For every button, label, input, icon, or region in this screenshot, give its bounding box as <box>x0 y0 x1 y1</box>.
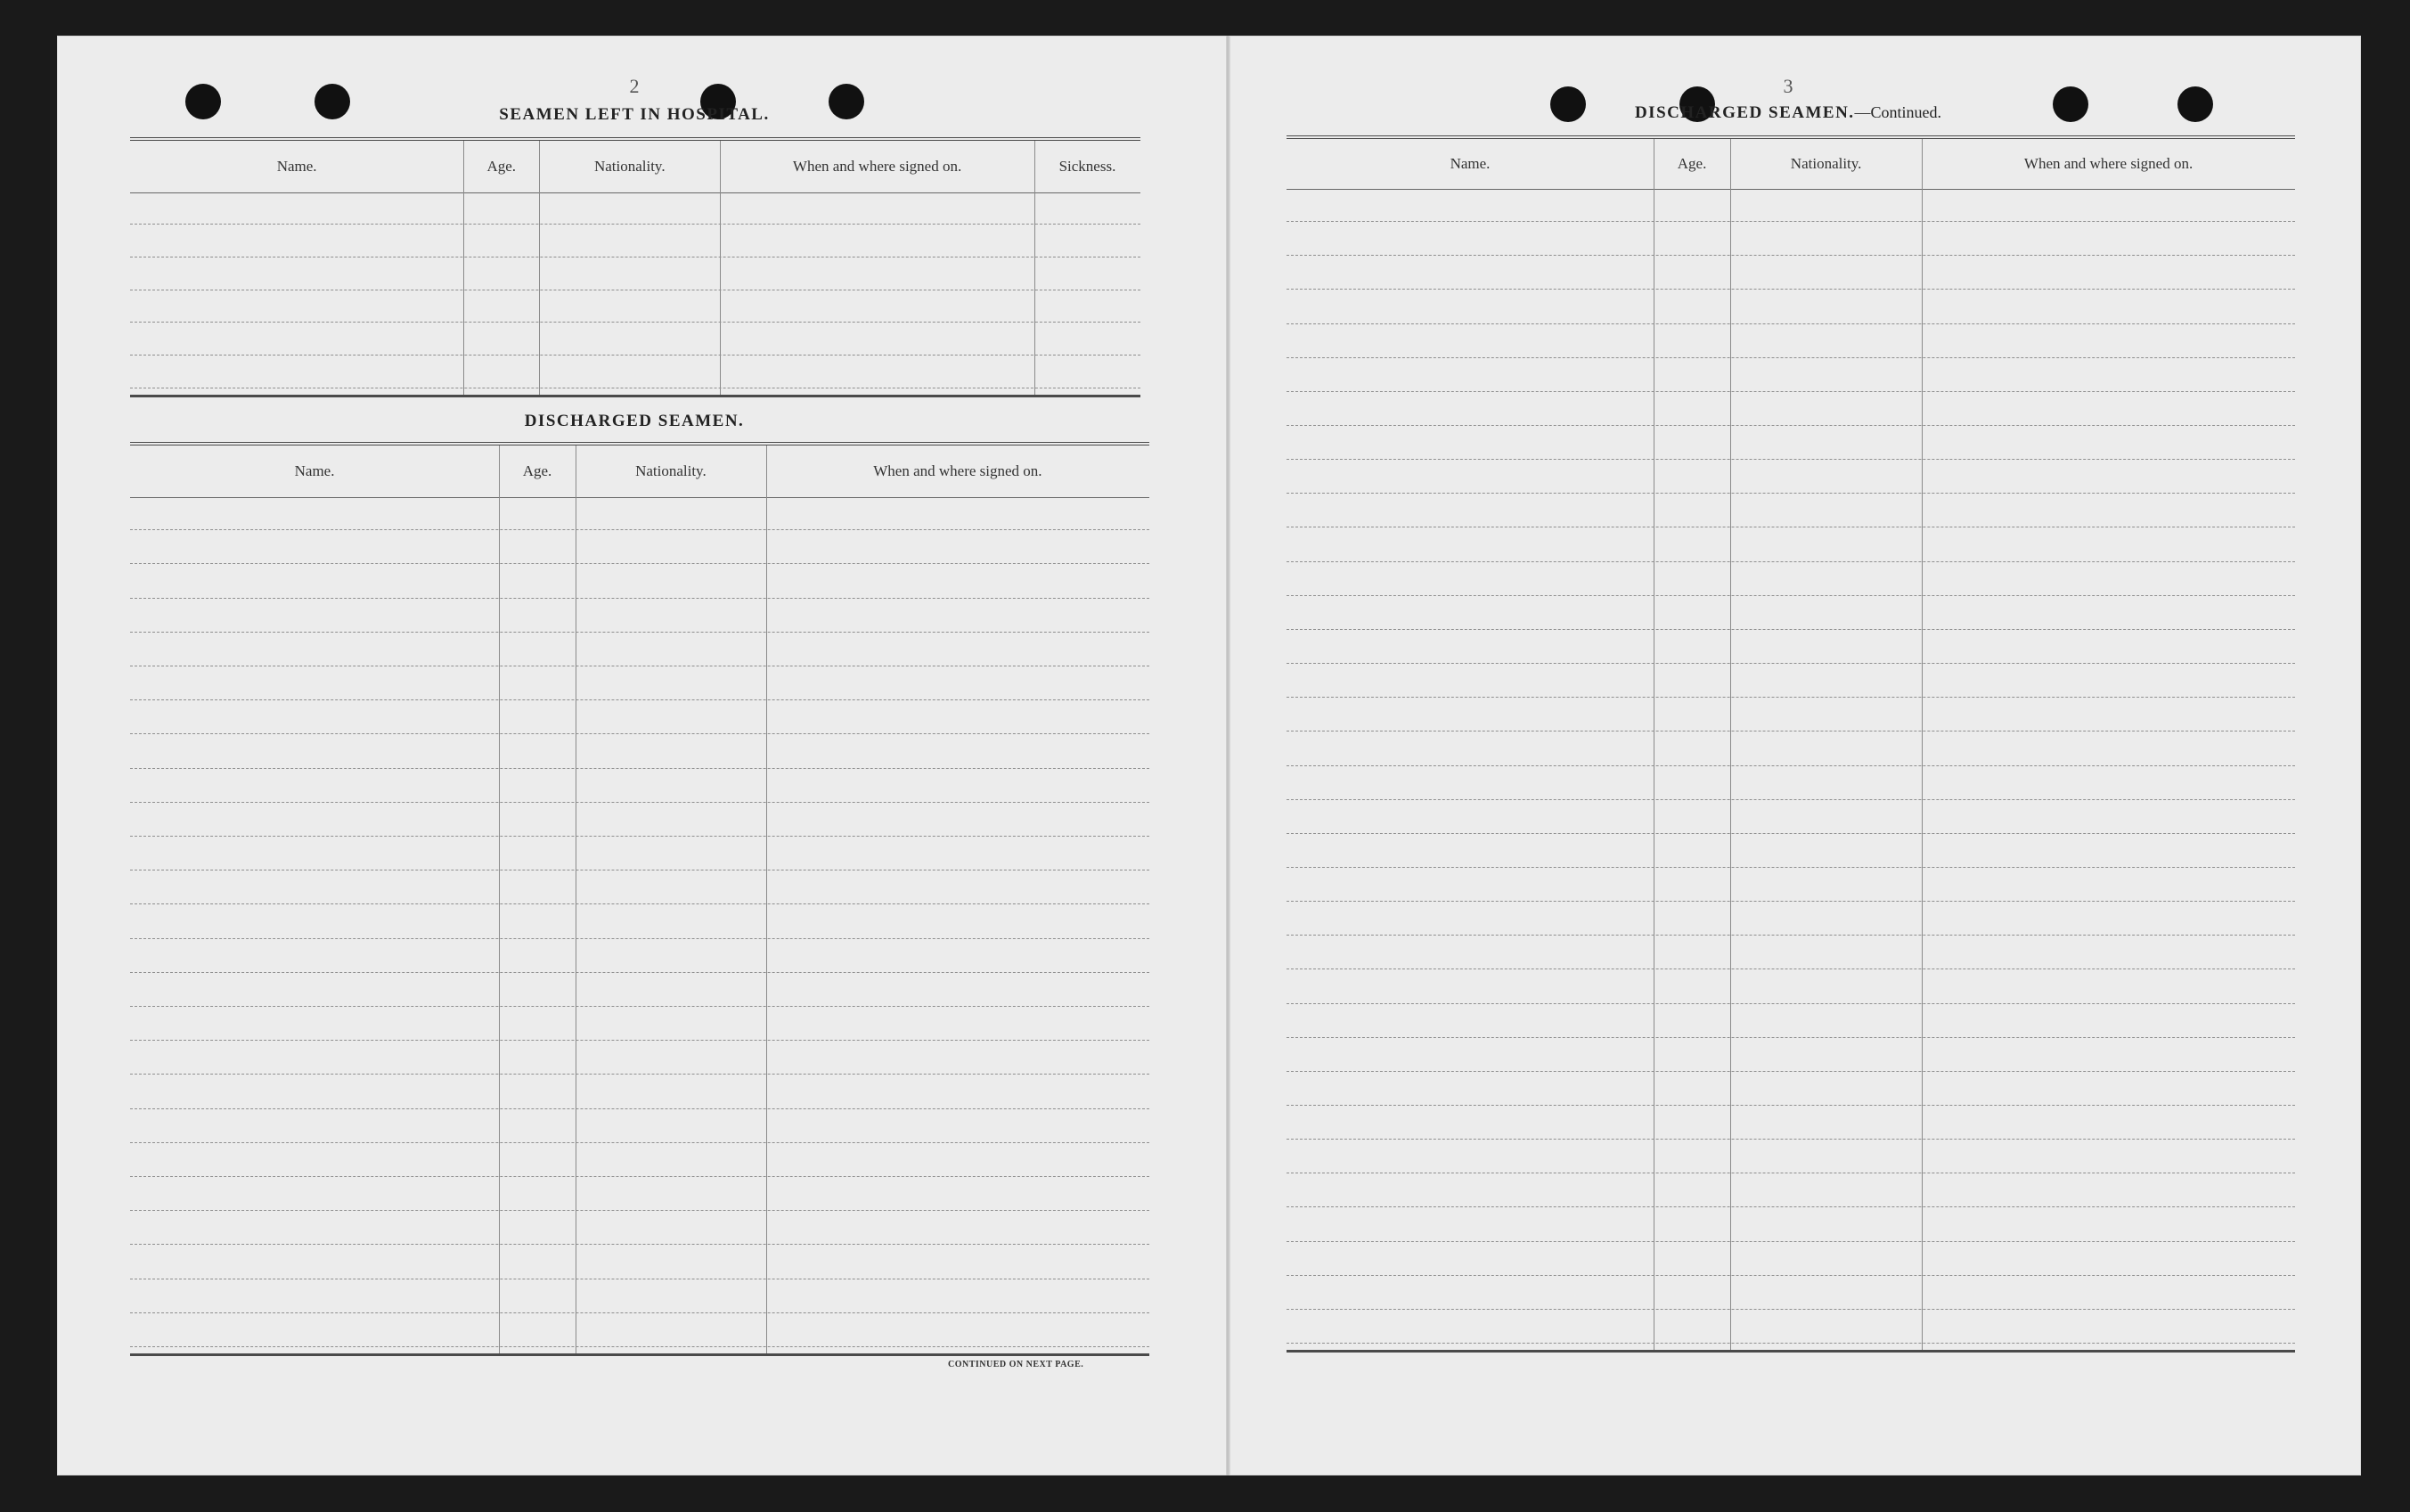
ruled-line <box>130 1346 1149 1347</box>
ruled-line <box>1287 357 2295 358</box>
column-header: Name. <box>294 462 335 479</box>
ruled-line <box>130 1040 1149 1041</box>
ruled-line <box>1287 1275 2295 1276</box>
ruled-line <box>1287 289 2295 290</box>
ruled-line <box>1287 629 2295 630</box>
column-divider <box>1922 139 1923 1350</box>
ruled-line <box>1287 968 2295 969</box>
column-header: When and where signed on. <box>792 158 962 175</box>
ruled-line <box>1287 425 2295 426</box>
ruled-line <box>1287 255 2295 256</box>
column-header: Age. <box>1677 155 1707 172</box>
ruled-line <box>1287 765 2295 766</box>
ruled-line <box>130 972 1149 973</box>
ruled-line <box>1287 323 2295 324</box>
ruled-line <box>130 1108 1149 1109</box>
column-header: Age. <box>522 462 552 479</box>
ruled-line <box>1287 1241 2295 1242</box>
ruled-line <box>130 563 1149 564</box>
column-header: When and where signed on. <box>873 462 1042 479</box>
ruled-line <box>1287 1071 2295 1072</box>
ruled-line <box>130 1142 1149 1143</box>
ruled-line <box>1287 901 2295 902</box>
ruled-line <box>1287 493 2295 494</box>
ruled-line <box>130 733 1149 734</box>
ruled-line <box>130 224 1140 225</box>
hospital-section-title: SEAMEN LEFT IN HOSPITAL. <box>499 105 770 124</box>
ruled-line <box>1287 833 2295 834</box>
ruled-line <box>1287 1105 2295 1106</box>
ruled-line <box>1287 1037 2295 1038</box>
ruled-line <box>1287 459 2295 460</box>
ruled-line <box>130 768 1149 769</box>
ruled-line <box>1287 221 2295 222</box>
ruled-line <box>130 836 1149 837</box>
page-number: 3 <box>1783 75 1793 97</box>
ruled-line <box>130 1176 1149 1177</box>
page-3 <box>1230 36 2361 1475</box>
column-divider <box>499 445 500 1353</box>
ruled-line <box>130 1006 1149 1007</box>
section-title-text: DISCHARGED SEAMEN. <box>1634 103 1855 122</box>
ruled-line <box>1287 1139 2295 1140</box>
ruled-line <box>1287 799 2295 800</box>
ruled-line <box>130 699 1149 700</box>
ruled-line <box>130 938 1149 939</box>
column-header: Sickness. <box>1058 158 1116 175</box>
ruled-line <box>130 632 1149 633</box>
column-divider <box>720 141 721 395</box>
column-divider <box>766 445 767 1353</box>
ruled-line <box>1287 1206 2295 1207</box>
ruled-line <box>1287 391 2295 392</box>
ruled-line <box>1287 867 2295 868</box>
ruled-line <box>130 802 1149 803</box>
ruled-line <box>130 598 1149 599</box>
ruled-line <box>1287 1309 2295 1310</box>
ruled-line <box>1287 935 2295 936</box>
ruled-line <box>1287 1343 2295 1344</box>
continued-note: CONTINUED ON NEXT PAGE. <box>948 1360 1084 1369</box>
discharged-continued-title <box>1230 103 2347 123</box>
column-header: Age. <box>486 158 517 175</box>
ruled-line <box>130 1312 1149 1313</box>
column-header: Nationality. <box>593 158 666 175</box>
discharged-section-title: DISCHARGED SEAMEN. <box>524 412 745 430</box>
column-header: Nationality. <box>635 462 707 479</box>
column-header: Name. <box>1450 155 1491 172</box>
page-number: 2 <box>629 75 640 97</box>
ruled-line <box>130 903 1149 904</box>
ruled-line <box>1287 697 2295 698</box>
ruled-line <box>130 355 1140 356</box>
ruled-line <box>1287 561 2295 562</box>
discharged-table <box>130 442 1149 1356</box>
ruled-line <box>130 529 1149 530</box>
column-header-row <box>130 141 1140 193</box>
ruled-line <box>1287 595 2295 596</box>
discharged-continued-table <box>1287 135 2295 1353</box>
column-divider <box>1730 139 1731 1350</box>
hospital-table <box>130 137 1140 397</box>
column-header: When and where signed on. <box>2023 155 2194 172</box>
page-2 <box>57 36 1230 1475</box>
column-header: Nationality. <box>1790 155 1862 172</box>
column-divider <box>539 141 540 395</box>
ruled-line <box>130 1210 1149 1211</box>
column-divider <box>463 141 464 395</box>
ruled-line <box>130 1244 1149 1245</box>
ruled-line <box>1287 663 2295 664</box>
ruled-line <box>130 1074 1149 1075</box>
column-header: Name. <box>276 158 317 175</box>
column-header-row <box>1287 139 2295 190</box>
ruled-line <box>130 322 1140 323</box>
column-divider <box>1034 141 1035 395</box>
ruled-line <box>1287 1003 2295 1004</box>
column-header-row <box>130 445 1149 498</box>
continued-suffix: —Continued. <box>1854 103 1942 121</box>
